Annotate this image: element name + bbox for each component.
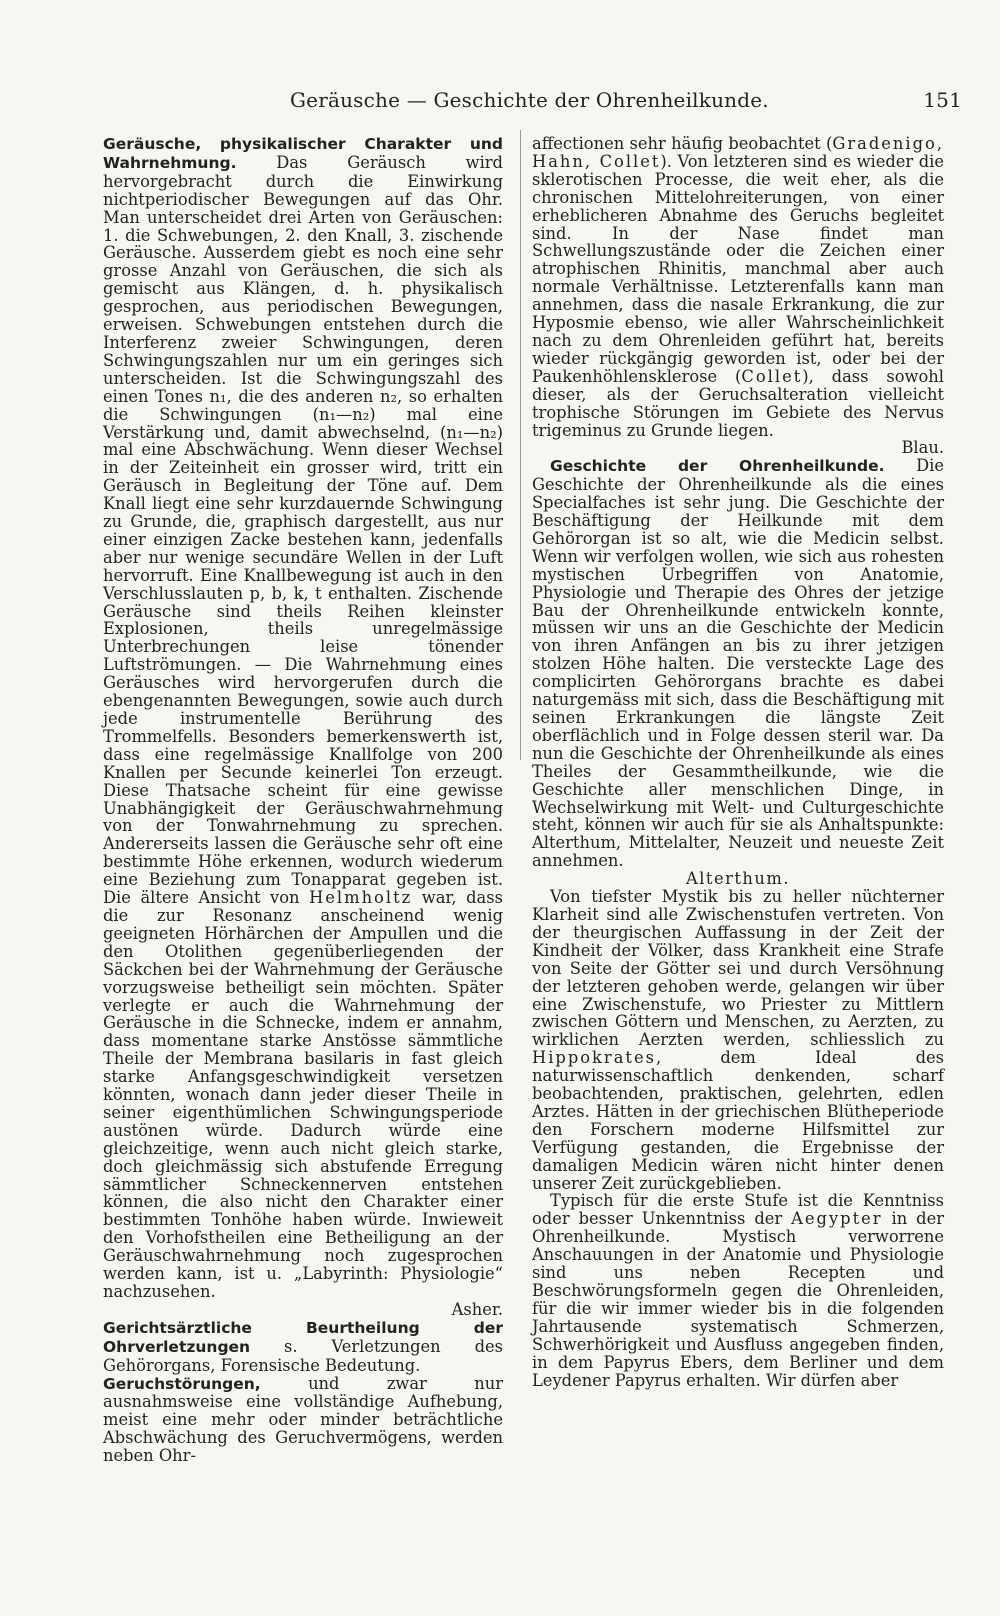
person-names: Gradenigo, Hahn, Collet xyxy=(532,134,944,171)
paragraph-text: Von tiefster Mystik bis zu heller nüchterner Klarheit sind alle Zwischenstufen vertreten. Von der theurgischen Auffassung in der Zeit der Kindheit der Völker, dass Krankheit eine Strafe von Seite der Götter sei und durch Versöhnung der letzteren gehoben werde, gelangen wir über eine Zwischenstufe, wo Priester zu Mittlern zwischen Göttern und Menschen, zu Aerzten, zu wirklichen Aerzten werden, schliesslich zu xyxy=(532,887,944,1050)
person-names: Collet xyxy=(741,366,803,386)
entry-keyword: Geruchstörungen, xyxy=(103,1374,261,1393)
entry-geschichte xyxy=(532,457,944,870)
entry-geruchstoerungen xyxy=(103,1375,503,1466)
paragraph xyxy=(532,888,944,1192)
paragraph xyxy=(532,1192,944,1389)
entry-continuation xyxy=(532,135,944,457)
entry-keyword: Gerichtsärztliche Beurtheilung der Ohrverletzungen xyxy=(103,1318,503,1356)
page-number: 151 xyxy=(923,88,962,112)
entry-keyword: Geräusche, physikalischer Charakter und Wahrnehmung. xyxy=(103,135,503,172)
entry-text: affectionen sehr häufig beobachtet ( xyxy=(532,134,833,153)
paragraph-text: Typisch für die erste Stufe ist die Kenntniss oder besser Unkenntniss der xyxy=(532,1191,944,1229)
section-heading: Alterthum. xyxy=(685,869,791,889)
column-divider xyxy=(520,130,521,760)
entry-text: und zwar nur ausnahmsweise eine vollständige Aufhebung, meist eine mehr oder minder beträchtliche Abschwächung des Geruchvermögens, werden neben Ohr- xyxy=(103,1373,503,1466)
entry-keyword: Geschichte der Ohrenheilkunde. xyxy=(550,457,885,476)
entry-text: Die Geschichte der Ohrenheilkunde als die eines Specialfaches ist sehr jung. Die Geschichte der Beschäftigung der Heilkunde mit dem Gehörorgan ist so alt, wie die Medicin selbst. Wenn wir verfolgen wollen, wie sich aus rohesten mystischen Urbegriffen von Anatomie, Physiologie und Therapie des Ohres der jetzige Bau der Ohrenheilkunde entwickeln konnte, müssen wir uns an die Geschichte der Medicin von ihren Anfängen an bis zu ihrer jetzigen stolzen Höhe halten. Die versteckte Lage des complicirten Gehörorgans brachte es dabei naturgemäss mit sich, dass die Beschäftigung mit seinen Erkrankungen die längste Zeit oberflächlich und in Folge dessen steril war. Da nun die Geschichte der Ohrenheilkunde als eines Theiles der Gesammtheilkunde, wie die Geschichte aller menschlichen Dinge, in Wechselwirkung mit Welt- und Culturgeschichte steht, können wir auch für sie als Anhaltspunkte: Alterthum, Mittelalter, Neuzeit und neueste Zeit annehmen. xyxy=(532,456,944,871)
paragraph-text: , dem Ideal des naturwissenschaftlich denkenden, scharf beobachtenden, praktischen, gelehrten, edlen Arztes. Hätten in der griechischen Blütheperiode den Forschern moderne Hilfsmittel zur Verfügung gestanden, die Ergebnisse der damaligen Medicin wären nicht hinter denen unserer Zeit zurückgeblieben. xyxy=(532,1048,944,1193)
entry-text: Das Geräusch wird hervorgebracht durch die Einwirkung nichtperiodischer Bewegungen auf das Ohr. Man unterscheidet drei Arten von Geräuschen: 1. die Schwebungen, 2. den Knall, 3. zischende Geräusche. Ausserdem giebt es noch eine sehr grosse Anzahl von Geräuschen, die sich als gemischt aus Klängen, d. h. physikalisch gesprochen, aus periodischen Bewegungen, erweisen. Schwebungen entstehen durch die Interferenz zweier Schwingungen, deren Schwingungszahlen nur um ein geringes sich unterscheiden. Ist die Schwingungszahl des einen Tones n₁, die des anderen n₂, so erhalten die Schwingungen (n₁—n₂) mal eine Verstärkung und, damit abwechselnd, (n₁—n₂) mal eine Abschwächung. Wenn dieser Wechsel in der Zeiteinheit ein grosser wird, tritt ein Geräusch in Begleitung der Töne auf. Dem Knall liegt eine sehr kurzdauernde Schwingung zu Grunde, die, graphisch dargestellt, aus nur einer einzigen Zacke bestehen kann, jedenfalls aber nur wenige secundäre Wellen in der Luft hervorruft. Eine Knallbewegung ist auch in den Verschlusslauten p, b, k, t enthalten. Zischende Geräusche sind theils Reihen kleinster Explosionen, theils unregelmässige Unterbrechungen leise tönender Luftströmungen. — Die Wahrnehmung eines Geräusches wird hervorgerufen durch die ebengenannten Bewegungen, sowie auch durch jede instrumentelle Berührung des Trommelfells. Besonders bemerkenswerth ist, dass eine regelmässige Knallfolge von 200 Knallen per Secunde keinerlei Ton erzeugt. Diese Thatsache scheint für eine gewisse Unabhängigkeit der Geräuschwahrnehmung von der Tonwahrnehmung zu sprechen. Andererseits lassen die Geräusche sehr oft eine bestimmte Höhe erkennen, wodurch wiederum eine Beziehung zum Tonapparat gegeben ist. Die ältere Ansicht von xyxy=(103,152,503,908)
author-signature: Asher. xyxy=(451,1299,503,1319)
entry-text: ), dass sowohl dieser, als der Geruchsalteration vielleicht trophische Störungen im Gebiete des Nervus trigeminus zu Grunde liegen. xyxy=(532,366,944,440)
paragraph-text: in der Ohrenheilkunde. Mystisch verworrene Anschauungen in der Anatomie und Physiologie sind uns neben Recepten und Beschwörungsformeln gegen die Ohrenleiden, für die wir immer wieder bis in die folgenden Jahrtausende systematisch Schmerzen, Schwerhörigkeit und Ausfluss angegeben finden, in dem Papyrus Ebers, dem Berliner und dem Leydener Papyrus erhalten. Wir dürfen aber xyxy=(532,1209,945,1390)
right-column xyxy=(532,135,944,1389)
person-name: Helmholtz xyxy=(309,888,413,908)
entry-geraeusche xyxy=(103,135,503,1319)
entry-text: ). Von letzteren sind es wieder die sklerotischen Processe, die weit eher, als die chronischen Mittelohreiterungen, von einer erheblicheren Abnahme des Geruchs begleitet sind. In der Nase findet man Schwellungszustände oder die Zeichen einer atrophischen Rhinitis, manchmal aber auch normale Verhältnisse. Letzterenfalls kann man annehmen, dass die nasale Erkrankung, die zur Hyposmie ebenso, wie aller Wahrscheinlichkeit nach zu dem Ohrenleiden geführt hat, bereits wieder rückgängig geworden ist, oder bei der Paukenhöhlensklerose ( xyxy=(532,151,944,386)
running-head xyxy=(290,88,962,112)
entry-gerichtsaerztliche xyxy=(103,1319,503,1375)
left-column xyxy=(103,135,503,1465)
person-name: Hippokrates xyxy=(532,1048,656,1068)
running-title: Geräusche — Geschichte der Ohrenheilkunde. xyxy=(290,88,769,112)
author-signature: Blau. xyxy=(901,438,944,458)
entry-text: s. Verletzungen des Gehörorgans, Forensische Bedeutung. xyxy=(103,1336,503,1375)
people-name: Aegypter xyxy=(791,1209,883,1229)
entry-text: war, dass die zur Resonanz anscheinend wenig geeigneten Hörhärchen der Ampullen und die den Otolithen gegenüberliegenden der Säckchen bei der Wahrnehmung der Geräusche vorzugsweise betheiligt sein möchten. Später verlegte er auch die Wahrnehmung der Geräusche in die Schnecke, indem er annahm, dass momentane starke Anstösse sämmtliche Theile der Membrana basilaris in fast gleich starke Anfangsgeschwindigkeit versetzen könnten, wonach dann jeder dieser Theile in seiner eigenthümlichen Schwingungsperiode austönen würde. Dadurch würde eine gleichzeitige, wenn auch nicht gleich starke, doch gleichmässig sich abstufende Erregung sämmtlicher Schneckennerven entstehen können, die also nicht den Charakter einer bestimmten Tonhöhe haben würde. Inwieweit den Vorhofstheilen eine Betheiligung an der Geräuschwahrnehmung noch zugesprochen werden kann, ist u. „Labyrinth: Physiologie“ nachzusehen. xyxy=(103,888,503,1301)
